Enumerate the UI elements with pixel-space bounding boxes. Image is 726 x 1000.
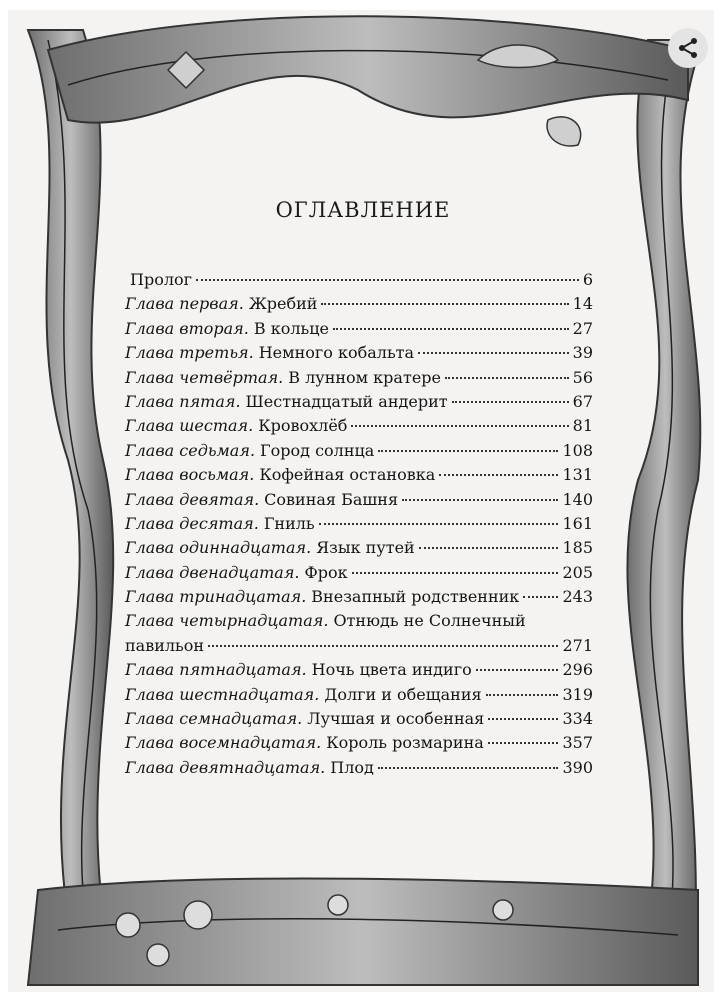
toc-page: 390 [562, 757, 593, 777]
toc-entry[interactable] [125, 709, 593, 733]
toc-leader [488, 742, 559, 744]
toc-entry[interactable] [125, 733, 593, 757]
toc-page: 296 [562, 660, 593, 680]
share-button[interactable] [668, 28, 708, 68]
toc-title: Плод [330, 757, 374, 777]
toc-entry[interactable] [125, 465, 593, 489]
toc-chapter: Глава девятнадцатая. [125, 757, 326, 777]
toc-entry[interactable] [125, 392, 593, 416]
toc-title: Немного кобальта [258, 343, 415, 363]
toc-entry[interactable] [125, 611, 593, 635]
toc-leader [439, 474, 558, 476]
toc-title: Отнюдь не Солнечный [333, 611, 526, 631]
toc-entry[interactable] [125, 514, 593, 538]
toc-entry[interactable] [125, 294, 593, 318]
toc-leader [486, 694, 559, 696]
toc-title: Ночь цвета индиго [311, 660, 472, 680]
toc-leader [351, 425, 568, 427]
toc-leader [196, 279, 579, 281]
toc-entry[interactable] [125, 441, 593, 465]
toc-entry-continuation[interactable] [125, 636, 593, 660]
toc-chapter: Глава одиннадцатая. [125, 538, 312, 558]
toc-title: В лунном кратере [288, 367, 441, 387]
toc-page: 334 [562, 709, 593, 729]
toc-entry[interactable] [125, 587, 593, 611]
toc-page: 27 [572, 318, 593, 338]
toc-chapter: Глава третья. [125, 343, 254, 363]
toc-title: Внезапный родственник [311, 587, 520, 607]
toc-page: 81 [572, 416, 593, 436]
toc-page: 185 [562, 538, 593, 558]
toc-chapter: Глава шестнадцатая. [125, 684, 320, 704]
toc-entry[interactable] [125, 563, 593, 587]
toc-chapter: Глава седьмая. [125, 440, 256, 460]
toc-entry[interactable] [125, 538, 593, 562]
toc-page: 6 [582, 270, 593, 289]
toc-entry[interactable] [125, 270, 593, 294]
toc-page: 357 [562, 733, 593, 753]
toc-page: 319 [562, 684, 593, 704]
toc-title: Король розмарина [326, 733, 484, 753]
toc-chapter: Глава девятая. [125, 489, 260, 509]
toc-entry[interactable] [125, 319, 593, 343]
toc-entry[interactable] [125, 343, 593, 367]
toc-leader [208, 645, 558, 647]
toc-title: Жребий [248, 294, 318, 314]
share-icon [677, 37, 699, 59]
toc-page: 67 [572, 391, 593, 411]
toc-leader [402, 499, 558, 501]
toc-title-continuation: павильон [125, 635, 205, 655]
table-of-contents [125, 270, 593, 782]
toc-chapter: Глава двенадцатая. [125, 562, 300, 582]
toc-title: Шестнадцатый андерит [245, 391, 448, 411]
toc-title: Пролог [130, 270, 193, 289]
page-title: ОГЛАВЛЕНИЕ [275, 198, 451, 222]
toc-page: 56 [572, 367, 593, 387]
toc-leader [352, 572, 559, 574]
toc-leader [445, 377, 569, 379]
toc-title: Долги и обещания [324, 684, 482, 704]
toc-title: Совиная Башня [264, 489, 399, 509]
toc-title: Кофейная остановка [259, 465, 436, 485]
toc-title: Язык путей [316, 538, 415, 558]
toc-leader [333, 328, 569, 330]
toc-title: В кольце [253, 318, 329, 338]
toc-leader [378, 450, 558, 452]
toc-chapter: Глава восемнадцатая. [125, 733, 322, 753]
toc-title: Город солнца [260, 440, 375, 460]
toc-chapter: Глава пятнадцатая. [125, 660, 307, 680]
toc-chapter: Глава шестая. [125, 416, 254, 436]
toc-page: 14 [572, 294, 593, 314]
toc-leader [378, 767, 559, 769]
toc-leader [321, 303, 568, 305]
toc-chapter: Глава вторая. [125, 318, 249, 338]
toc-chapter: Глава четвёртая. [125, 367, 284, 387]
toc-leader [319, 523, 559, 525]
toc-page: 140 [562, 489, 593, 509]
toc-chapter: Глава восьмая. [125, 465, 255, 485]
toc-leader [419, 547, 559, 549]
toc-entry[interactable] [125, 490, 593, 514]
toc-chapter: Глава четырнадцатая. [125, 611, 329, 631]
toc-page: 131 [562, 465, 593, 485]
toc-entry[interactable] [125, 660, 593, 684]
toc-leader [418, 352, 569, 354]
toc-entry[interactable] [125, 368, 593, 392]
toc-chapter: Глава семнадцатая. [125, 709, 303, 729]
toc-chapter: Глава первая. [125, 294, 244, 314]
toc-page: 161 [562, 513, 593, 533]
toc-leader [476, 669, 559, 671]
toc-entry[interactable] [125, 758, 593, 782]
toc-page: 205 [562, 562, 593, 582]
toc-title: Фрок [304, 562, 348, 582]
toc-title: Гниль [263, 513, 315, 533]
toc-title: Кровохлёб [258, 416, 348, 436]
toc-page: 271 [562, 635, 593, 655]
toc-page: 243 [562, 587, 593, 607]
toc-entry[interactable] [125, 416, 593, 440]
toc-leader [523, 596, 558, 598]
toc-entry[interactable] [125, 685, 593, 709]
toc-chapter: Глава десятая. [125, 513, 259, 533]
toc-leader [452, 401, 569, 403]
toc-title: Лучшая и особенная [307, 709, 485, 729]
toc-chapter: Глава пятая. [125, 391, 241, 411]
toc-page: 39 [572, 343, 593, 363]
toc-chapter: Глава тринадцатая. [125, 587, 307, 607]
toc-leader [488, 718, 558, 720]
toc-page: 108 [562, 440, 593, 460]
